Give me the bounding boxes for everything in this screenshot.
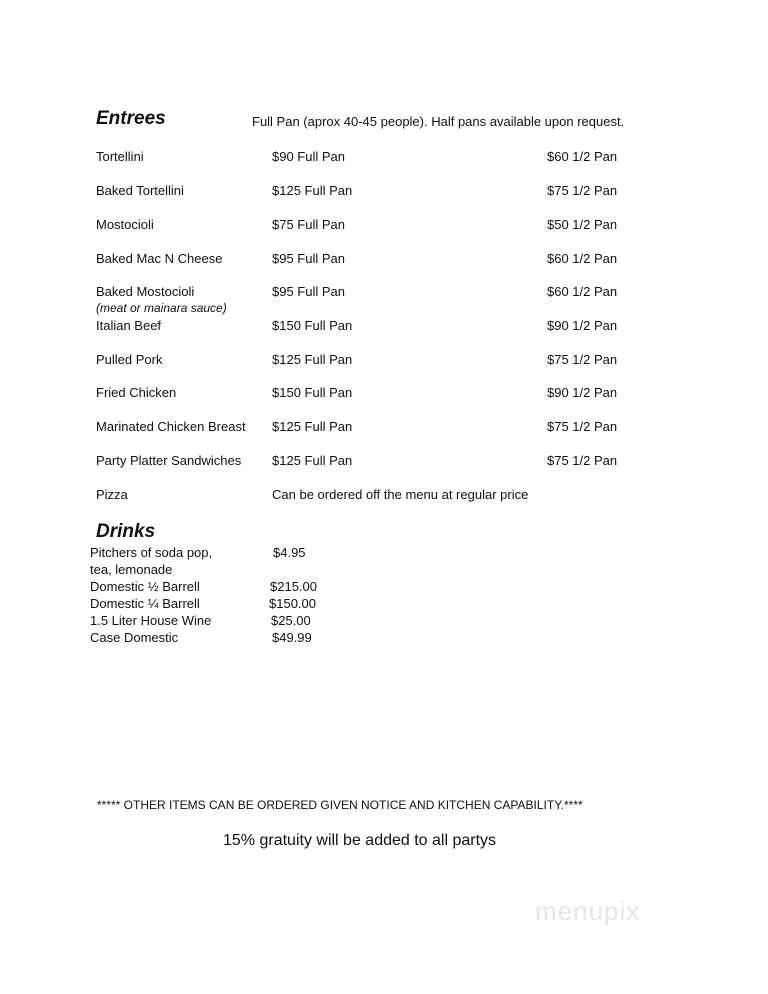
entree-row [0,183,768,203]
entree-subnote: (meat or mainara sauce) [96,301,227,315]
entree-full-price: $125 Full Pan [272,183,353,198]
drink-name: Case Domestic [90,630,179,645]
entree-half-price: $75 1/2 Pan [547,453,618,468]
entree-row [0,352,768,372]
entree-name: Fried Chicken [96,385,177,400]
drink-name: Domestic ½ Barrell [90,579,200,594]
entrees-title: Entrees [96,108,166,129]
entree-full-price: $95 Full Pan [272,251,345,266]
drink-name: Domestic ¼ Barrell [90,596,200,611]
entree-half-price: $90 1/2 Pan [547,385,618,400]
entree-half-price: $50 1/2 Pan [547,217,618,232]
entree-full-price: $150 Full Pan [272,318,353,333]
entree-row [0,419,768,439]
entree-half-price: $90 1/2 Pan [547,318,618,333]
drink-price: $49.99 [272,630,312,645]
drink-price: $150.00 [269,596,316,611]
entree-name: Tortellini [96,149,144,164]
entree-full-price: $125 Full Pan [272,453,353,468]
entree-full-price: Can be ordered off the menu at regular price [272,487,529,502]
entree-row [0,149,768,169]
drink-price: $4.95 [273,545,306,560]
entree-row [0,318,768,338]
drink-name: 1.5 Liter House Wine [90,613,212,628]
entree-row [0,217,768,237]
drink-price: $25.00 [271,613,311,628]
entree-half-price: $75 1/2 Pan [547,419,618,434]
entree-name: Party Platter Sandwiches [96,453,242,468]
entree-row [0,385,768,405]
entree-half-price: $60 1/2 Pan [547,284,618,299]
drinks-title: Drinks [96,521,156,542]
drink-name: Pitchers of soda pop, [90,545,213,560]
entree-full-price: $75 Full Pan [272,217,345,232]
entree-name: Baked Tortellini [96,183,184,198]
entree-half-price: $60 1/2 Pan [547,251,618,266]
entree-name: Pulled Pork [96,352,163,367]
entree-row [0,251,768,271]
entree-row [0,487,768,507]
entree-name: Marinated Chicken Breast [96,419,246,434]
entree-name: Mostocioli [96,217,154,232]
entree-name: Italian Beef [96,318,162,333]
entree-half-price: $75 1/2 Pan [547,352,618,367]
entree-full-price: $150 Full Pan [272,385,353,400]
drink-price: $215.00 [270,579,317,594]
entree-full-price: $90 Full Pan [272,149,345,164]
entree-name: Pizza [96,487,128,502]
entree-full-price: $125 Full Pan [272,419,353,434]
entree-full-price: $95 Full Pan [272,284,345,299]
menupix-watermark: menupix [535,896,641,926]
other-items-note: ***** OTHER ITEMS CAN BE ORDERED GIVEN NOTICE AND KITCHEN CAPABILITY.**** [97,798,583,812]
entree-name: Baked Mostocioli [96,284,195,299]
entree-name: Baked Mac N Cheese [96,251,223,266]
entree-full-price: $125 Full Pan [272,352,353,367]
entrees-pan-note: Full Pan (aprox 40-45 people). Half pans available upon request. [252,114,625,129]
drink-name: tea, lemonade [90,562,173,577]
entree-half-price: $75 1/2 Pan [547,183,618,198]
entree-row [0,453,768,473]
entree-half-price: $60 1/2 Pan [547,149,618,164]
gratuity-note: 15% gratuity will be added to all partys [223,832,497,849]
